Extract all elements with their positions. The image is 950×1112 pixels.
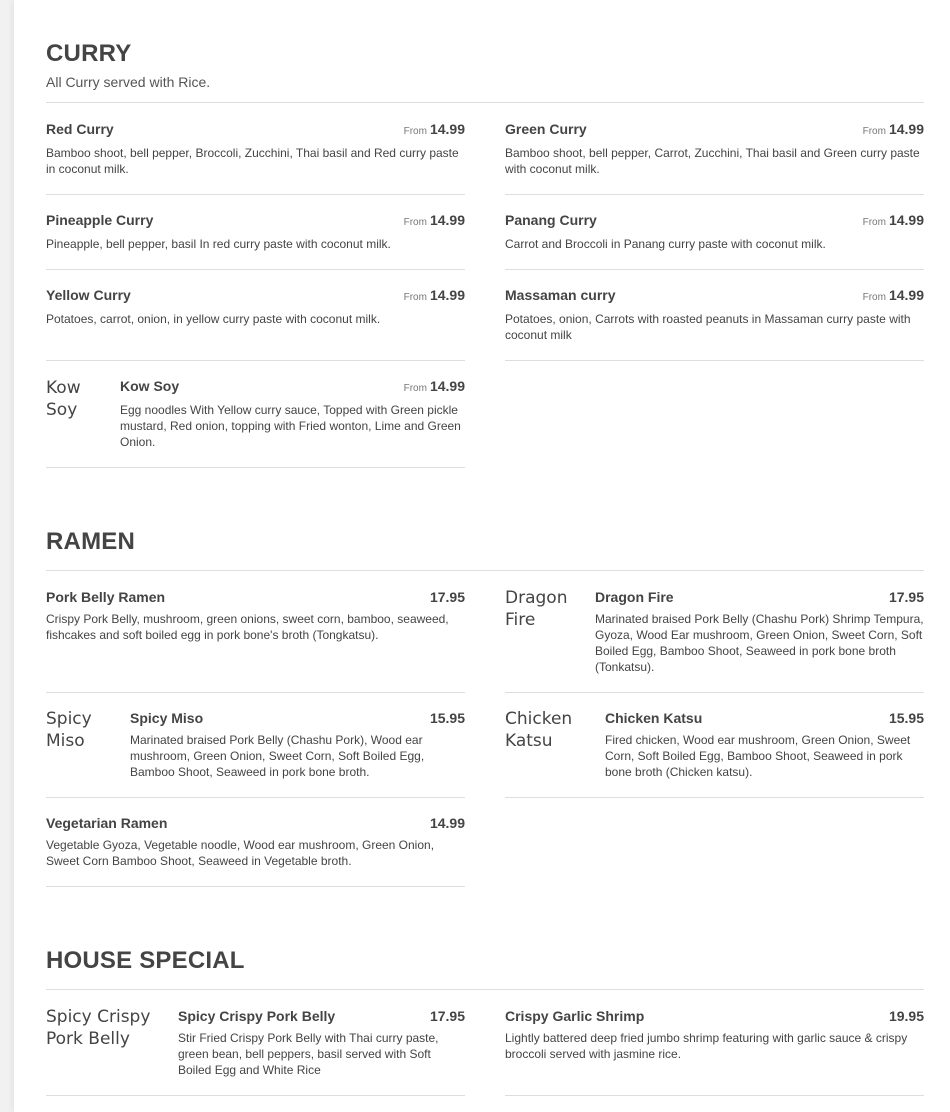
item-price: 14.99 [429,815,465,831]
menu-item-chicken-katsu[interactable] [505,708,924,798]
item-name: Red Curry [46,121,114,137]
item-divider [505,194,924,195]
price-from-label: From [862,126,886,137]
menu-item-kow-soy[interactable] [46,377,465,468]
image-alt-text: Chicken Katsu [505,709,573,751]
item-divider [46,797,465,798]
item-price: 14.99 [888,121,924,137]
item-name: Green Curry [505,121,587,137]
price-from-label: From [403,383,427,394]
item-body [120,377,465,468]
section-title-house-special: HOUSE SPECIAL [46,947,245,974]
menu-item-spicy-crispy-pork-belly[interactable] [46,1006,465,1096]
item-description: Crispy Pork Belly, mushroom, green onions, sweet corn, bamboo, seaweed, fishcakes and soft boiled egg in pork bone's broth (Tongkatsu). [46,612,449,642]
item-price-group [404,378,465,394]
image-alt-text: Spicy Miso [46,709,92,751]
item-divider [505,797,924,798]
item-name: Chicken Katsu [605,710,703,726]
item-image-kow-soy[interactable] [46,377,112,421]
menu-item-vegetarian-ramen[interactable] [46,815,465,887]
menu-item-panang-curry[interactable] [505,212,924,270]
menu-item-pineapple-curry[interactable] [46,212,465,270]
item-price: 17.95 [429,1008,465,1024]
item-price: 19.95 [888,1008,924,1024]
menu-item-dragon-fire[interactable] [505,587,924,693]
item-price: 17.95 [429,589,465,605]
item-name: Vegetarian Ramen [46,815,168,831]
item-description: Bamboo shoot, bell pepper, Broccoli, Zucchini, Thai basil and Red curry paste in coconut milk. [46,146,459,176]
section-title-curry: CURRY [46,40,132,67]
item-price-group [863,121,924,137]
menu-item-spicy-miso[interactable] [46,708,465,798]
item-description: Stir Fried Crispy Pork Belly with Thai curry paste, green bean, bell peppers, basil served with Soft Boiled Egg and White Rice [178,1031,439,1077]
item-name: Crispy Garlic Shrimp [505,1008,645,1024]
menu-item-crispy-garlic-shrimp[interactable] [505,1008,924,1096]
menu-item-massaman-curry[interactable] [505,287,924,361]
item-price: 15.95 [429,710,465,726]
item-name: Kow Soy [120,378,180,394]
item-divider [46,692,465,693]
section-divider [46,570,924,571]
item-price: 14.99 [888,212,924,228]
item-price-group [404,121,465,137]
item-description: Bamboo shoot, bell pepper, Carrot, Zucchini, Thai basil and Green curry paste with coconut milk. [505,146,920,176]
item-name: Yellow Curry [46,287,131,303]
price-from-label: From [862,292,886,303]
item-price-group [404,212,465,228]
item-body [178,1008,465,1094]
item-divider [505,269,924,270]
price-from-label: From [403,217,427,228]
item-image-dragon-fire[interactable] [505,587,587,631]
item-description: Marinated braised Pork Belly (Chashu Pork) Shrimp Tempura, Gyoza, Wood Ear mushroom, Green Onion, Sweet Corn, Soft Boiled Egg, Bamboo Shoot, Seaweed in pork bone broth (Tonkatsu). [595,612,924,674]
item-price: 14.99 [429,378,465,394]
section-title-ramen: RAMEN [46,528,135,555]
item-description: Carrot and Broccoli in Panang curry paste with coconut milk. [505,237,826,251]
item-divider [505,360,924,361]
menu-item-yellow-curry[interactable] [46,287,465,361]
item-name: Pineapple Curry [46,212,154,228]
menu-page [14,0,950,1112]
item-price: 14.99 [888,287,924,303]
item-price-group [863,287,924,303]
price-from-label: From [403,292,427,303]
price-from-label: From [862,217,886,228]
section-divider [46,102,924,103]
item-divider [46,269,465,270]
item-price: 14.99 [429,287,465,303]
image-alt-text: Spicy Crispy Pork Belly [46,1007,151,1049]
menu-item-green-curry[interactable] [505,121,924,195]
item-description: Vegetable Gyoza, Vegetable noodle, Wood ear mushroom, Green Onion, Sweet Corn Bamboo Shoot, Seaweed in Vegetable broth. [46,838,435,868]
section-subtitle-curry: All Curry served with Rice. [46,74,211,90]
item-divider [505,692,924,693]
item-description: Marinated braised Pork Belly (Chashu Pork), Wood ear mushroom, Green Onion, Sweet Corn, Soft Boiled Egg, Bamboo Shoot, Seaweed in pork bone broth. [130,733,425,779]
menu-item-red-curry[interactable] [46,121,465,195]
item-body [595,589,924,689]
item-description: Pineapple, bell pepper, basil In red curry paste with coconut milk. [46,237,391,251]
image-alt-text: Kow Soy [46,378,81,420]
item-description: Fired chicken, Wood ear mushroom, Green Onion, Sweet Corn, Soft Boiled Egg, Bamboo Shoot, Seaweed in pork bone broth (Chicken katsu). [605,733,911,779]
item-price: 14.99 [429,212,465,228]
item-name: Panang Curry [505,212,597,228]
item-description: Egg noodles With Yellow curry sauce, Topped with Green pickle mustard, Red onion, topping with Fried wonton, Lime and Green Onion. [120,403,461,449]
item-body [130,710,465,796]
item-image-spicy-miso[interactable] [46,708,122,752]
item-divider [46,467,465,468]
item-price-group [404,287,465,303]
item-body [605,710,924,796]
item-divider [46,1095,465,1096]
item-divider [46,194,465,195]
price-from-label: From [403,126,427,137]
item-image-chicken-katsu[interactable] [505,708,597,752]
item-description: Lightly battered deep fried jumbo shrimp featuring with garlic sauce & crispy broccoli served with jasmine rice. [505,1031,908,1061]
item-price: 14.99 [429,121,465,137]
image-alt-text: Dragon Fire [505,588,568,630]
item-name: Spicy Crispy Pork Belly [178,1008,336,1024]
item-divider [46,886,465,887]
menu-item-pork-belly-ramen[interactable] [46,589,465,693]
item-price: 17.95 [888,589,924,605]
item-divider [505,1095,924,1096]
item-divider [46,360,465,361]
item-price-group [863,212,924,228]
item-price: 15.95 [888,710,924,726]
item-image-spicy-crispy-pork-belly[interactable] [46,1006,172,1050]
item-name: Massaman curry [505,287,616,303]
item-name: Pork Belly Ramen [46,589,166,605]
item-name: Spicy Miso [130,710,204,726]
item-description: Potatoes, carrot, onion, in yellow curry paste with coconut milk. [46,312,381,326]
section-divider [46,989,924,990]
item-description: Potatoes, onion, Carrots with roasted peanuts in Massaman curry paste with coconut milk [505,312,911,342]
item-name: Dragon Fire [595,589,674,605]
